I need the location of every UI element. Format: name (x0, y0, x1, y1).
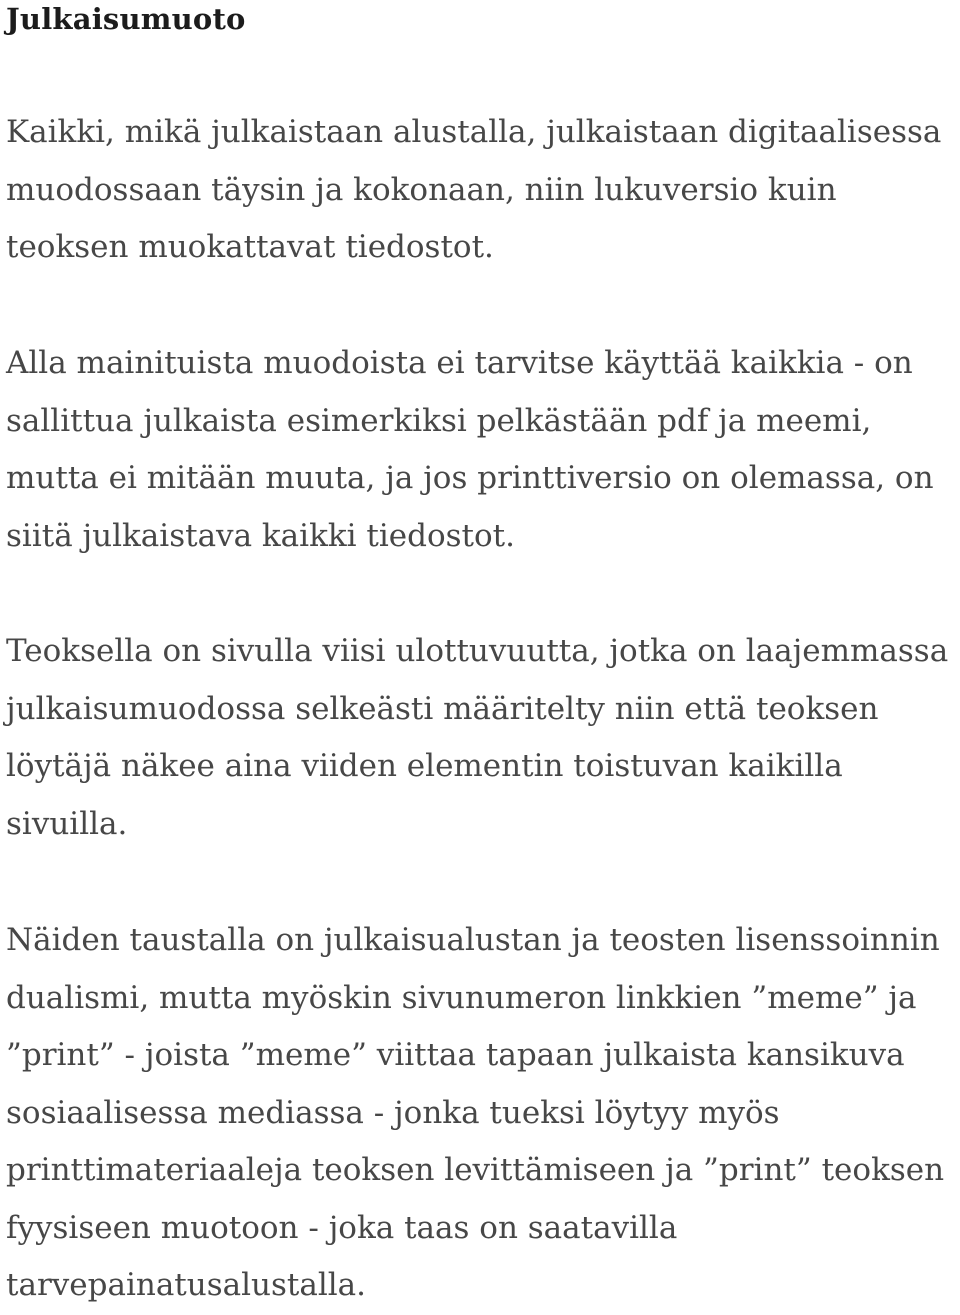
paragraph-line: sivuilla. (6, 805, 128, 842)
paragraph-line: tarvepainatusalustalla. (6, 1267, 367, 1303)
paragraph-line: julkaisumuodossa selkeästi määritelty niin että teoksen (6, 690, 879, 727)
paragraph-line: sallittua julkaista esimerkiksi pelkästään pdf ja meemi, (6, 402, 872, 439)
paragraph-publication-format (6, 104, 956, 277)
paragraph-optional-formats (6, 335, 956, 565)
paragraph-line: muodossaan täysin ja kokonaan, niin lukuversio kuin (6, 171, 837, 208)
paragraph-five-dimensions (6, 623, 956, 853)
paragraph-line: sosiaalisessa mediassa - jonka tueksi löytyy myös (6, 1094, 780, 1131)
page-title: Julkaisumuoto (6, 2, 246, 36)
paragraph-line: Teoksella on sivulla viisi ulottuvuutta, jotka on laajemmassa (6, 633, 949, 669)
paragraph-line: mutta ei mitään muuta, ja jos printtiversio on olemassa, on (6, 460, 934, 496)
paragraph-line: printtimateriaaleja teoksen levittämiseen ja ”print” teoksen (6, 1152, 945, 1188)
paragraph-line: teoksen muokattavat tiedostot. (6, 229, 494, 265)
paragraph-line: siitä julkaistava kaikki tiedostot. (6, 517, 515, 554)
paragraph-line: Näiden taustalla on julkaisualustan ja teosten lisenssoinnin (6, 922, 940, 958)
paragraph-licensing-dualism (6, 912, 956, 1315)
paragraph-line: dualismi, mutta myöskin sivunumeron linkkien ”meme” ja (6, 979, 917, 1016)
paragraph-line: Kaikki, mikä julkaistaan alustalla, julkaistaan digitaalisessa (6, 114, 942, 150)
paragraph-line: Alla mainituista muodoista ei tarvitse käyttää kaikkia - on (6, 345, 913, 381)
paragraph-line: löytäjä näkee aina viiden elementin toistuvan kaikilla (6, 748, 843, 784)
paragraph-line: fyysiseen muotoon - joka taas on saatavilla (6, 1209, 678, 1246)
paragraph-line: ”print” - joista ”meme” viittaa tapaan julkaista kansikuva (6, 1037, 905, 1073)
